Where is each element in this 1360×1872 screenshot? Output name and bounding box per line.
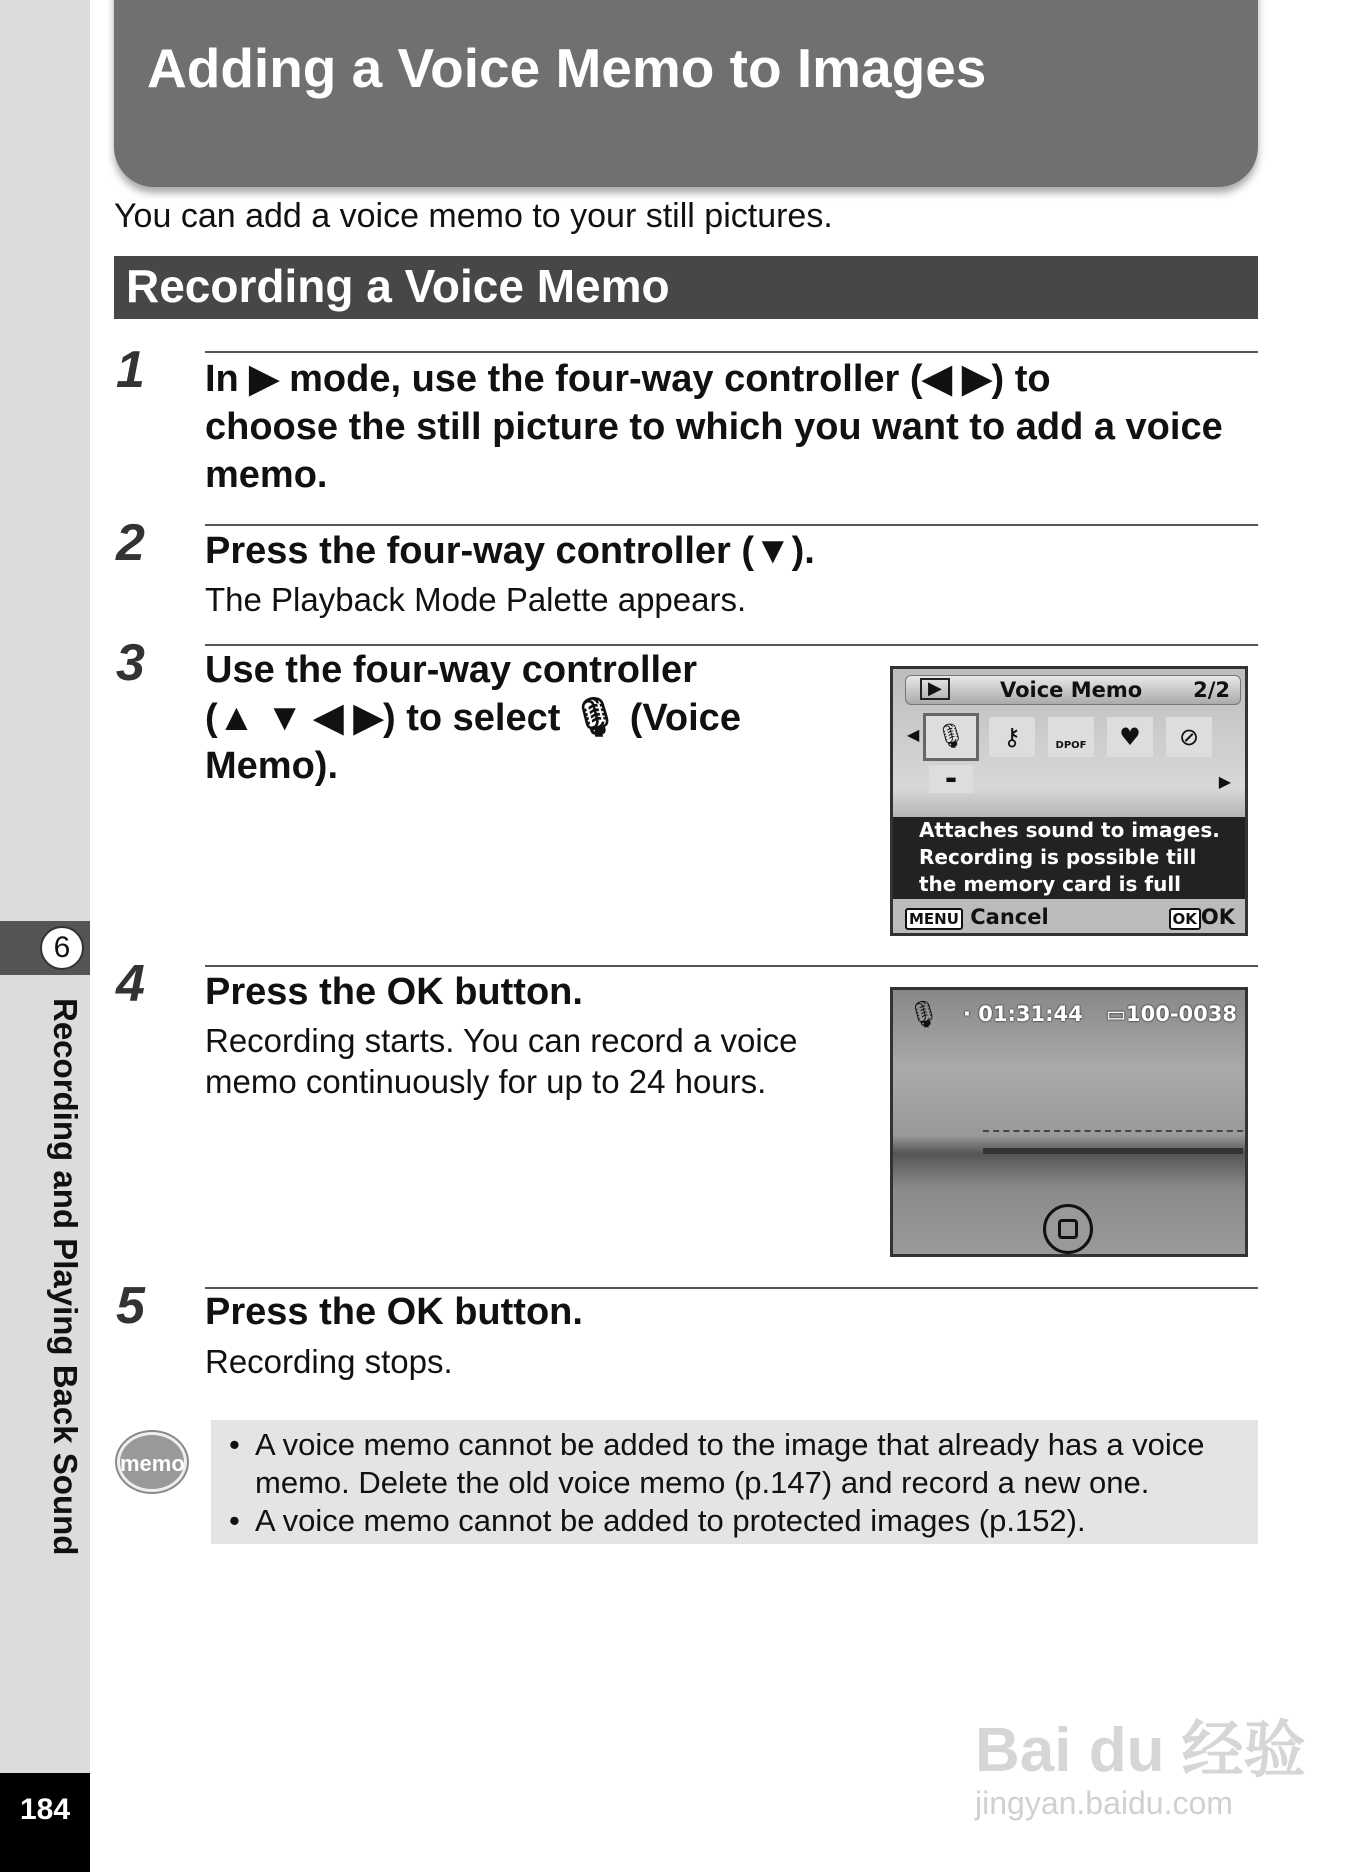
- palette-title: Voice Memo: [1000, 678, 1143, 702]
- memo-item: • A voice memo cannot be added to the image that already has a voice memo. Delete the old voice memo (p.147) and record a new one.: [227, 1426, 1258, 1502]
- watermark-logo: Bai du 经验: [975, 1716, 1306, 1785]
- dpof-icon[interactable]: DPOF: [1048, 717, 1094, 757]
- divider: [205, 965, 1258, 967]
- no-timer-icon[interactable]: ⊘: [1166, 717, 1212, 757]
- step-number: 5: [116, 1277, 145, 1335]
- recording-time: · 01:31:44: [963, 1002, 1083, 1026]
- palette-title-bar: [905, 675, 1241, 705]
- playback-mode-icon: ▶: [920, 678, 950, 700]
- step-3-heading: [205, 646, 741, 790]
- step-4-heading: Press the OK button.: [205, 971, 583, 1013]
- chapter-number: 6: [40, 926, 84, 970]
- step-5-heading: Press the OK button.: [205, 1291, 583, 1333]
- divider: [205, 524, 1258, 526]
- step-number: 3: [116, 634, 145, 692]
- memo-item: • A voice memo cannot be added to protected images (p.152).: [227, 1502, 1258, 1540]
- ok-button[interactable]: [1169, 905, 1236, 930]
- line: (▲ ▼ ◀ ▶) to select 🎙 (Voice: [205, 697, 741, 739]
- intro-text: You can add a voice memo to your still pictures.: [114, 197, 833, 235]
- memo-icon: memo: [117, 1432, 187, 1492]
- step-4-text: [205, 1020, 798, 1102]
- memo-box: [211, 1420, 1258, 1544]
- step-1-heading: [205, 355, 1223, 499]
- divider: [205, 351, 1258, 353]
- file-number-text: 100-0038: [1126, 1002, 1237, 1026]
- page-title: Adding a Voice Memo to Images: [147, 37, 987, 99]
- arrow-left-icon: ◀: [907, 725, 920, 744]
- watermark-url: jingyan.baidu.com: [975, 1785, 1233, 1821]
- menu-key: MENU: [905, 908, 963, 930]
- playback-palette-screen: [890, 666, 1248, 936]
- voice-memo-icon: 🎙: [907, 1000, 941, 1030]
- stop-button-icon[interactable]: [1043, 1204, 1093, 1254]
- folder-icon: ▭: [1106, 1002, 1126, 1026]
- line: memo continuously for up to 24 hours.: [205, 1063, 767, 1100]
- step-number: 1: [116, 341, 145, 399]
- step-2-text: The Playback Mode Palette appears.: [205, 581, 747, 618]
- cancel-button[interactable]: [905, 905, 1049, 930]
- line: the memory card is full: [919, 872, 1182, 896]
- startup-screen-icon[interactable]: ▬: [929, 765, 973, 793]
- line: Memo).: [205, 745, 338, 787]
- pier-image: [983, 1130, 1243, 1154]
- palette-page: 2/2: [1193, 678, 1230, 702]
- ok-label: OK: [1200, 905, 1235, 929]
- voice-memo-icon[interactable]: 🎙: [923, 713, 979, 761]
- line: Recording starts. You can record a voice: [205, 1022, 798, 1059]
- page-number: 184: [0, 1773, 90, 1872]
- arrow-right-icon: ▶: [1218, 772, 1231, 791]
- line: Use the four-way controller: [205, 649, 697, 691]
- step-number: 4: [116, 955, 145, 1013]
- file-number: [1106, 1002, 1237, 1026]
- line: memo.: [205, 454, 328, 496]
- palette-message: [893, 817, 1245, 899]
- step-number: 2: [116, 514, 145, 572]
- line: choose the still picture to which you want to add a voice: [205, 406, 1223, 448]
- ok-key: OK: [1169, 908, 1201, 930]
- palette-footer: [893, 899, 1245, 936]
- line: In ▶ mode, use the four-way controller (◀ ▶) to: [205, 358, 1051, 400]
- cancel-label: Cancel: [970, 905, 1049, 929]
- section-heading: Recording a Voice Memo: [114, 256, 1258, 319]
- line: Attaches sound to images.: [919, 818, 1220, 842]
- line: Recording is possible till: [919, 845, 1197, 869]
- step-2-heading: Press the four-way controller (▼).: [205, 530, 815, 572]
- chapter-title: Recording and Playing Back Sound: [47, 998, 84, 1556]
- protect-key-icon[interactable]: ⚷: [989, 717, 1035, 757]
- favorites-folder-icon[interactable]: ♥: [1107, 717, 1153, 757]
- recording-screen: [890, 987, 1248, 1257]
- step-5-text: Recording stops.: [205, 1343, 453, 1380]
